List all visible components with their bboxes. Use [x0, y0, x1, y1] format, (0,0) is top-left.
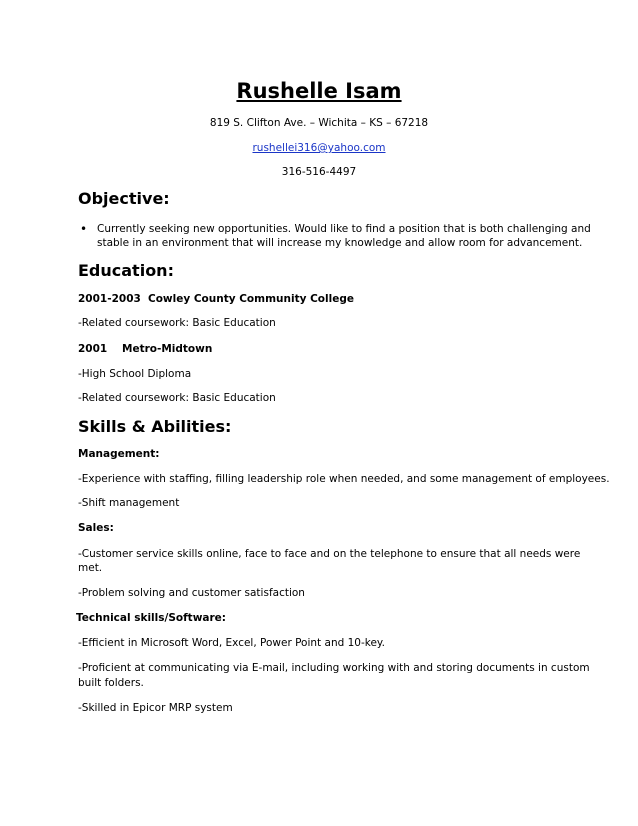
email-line [0, 141, 638, 155]
skills-heading: Skills & Abilities: [78, 417, 232, 436]
phone: 316-516-4497 [281, 166, 357, 178]
education-detail: -Related coursework: Basic Education [78, 317, 276, 329]
management-label: Management: [78, 448, 160, 460]
sales-label: Sales: [78, 522, 114, 534]
candidate-name: Rushelle Isam [236, 79, 402, 103]
technical-item: -Skilled in Epicor MRP system [78, 702, 233, 714]
education-detail: -Related coursework: Basic Education [78, 392, 276, 404]
address: 819 S. Clifton Ave. – Wichita – KS – 67218 [209, 117, 429, 129]
technical-item: -Efficient in Microsoft Word, Excel, Power Point and 10-key. [78, 637, 385, 649]
management-item: -Shift management [78, 497, 180, 509]
education-years-1: 2001-2003 [78, 293, 141, 305]
sales-item: -Problem solving and customer satisfaction [78, 587, 305, 599]
technical-item-line-2: built folders. [78, 677, 144, 689]
education-school-2: Metro-Midtown [122, 343, 213, 355]
objective-heading: Objective: [78, 189, 170, 208]
technical-item-line-1: -Proficient at communicating via E-mail, including working with and storing documents in custom [78, 662, 590, 674]
education-detail: -High School Diploma [78, 368, 192, 380]
education-heading: Education: [78, 261, 174, 280]
education-years-2: 2001 [78, 343, 108, 355]
management-item: -Experience with staffing, filling leadership role when needed, and some management of employees. [78, 473, 610, 485]
email-link[interactable]: rushellei316@yahoo.com [252, 142, 386, 154]
education-school-1: Cowley County Community College [148, 293, 354, 305]
technical-label: Technical skills/Software: [76, 612, 226, 624]
objective-text-line-1: Currently seeking new opportunities. Would like to find a position that is both challenging and [97, 223, 591, 235]
sales-item-line-2: met. [78, 562, 103, 574]
bullet-icon: • [80, 222, 88, 236]
objective-text-line-2: stable in an environment that will increase my knowledge and allow room for advancement. [97, 237, 583, 249]
sales-item-line-1: -Customer service skills online, face to face and on the telephone to ensure that all needs were [78, 548, 581, 560]
